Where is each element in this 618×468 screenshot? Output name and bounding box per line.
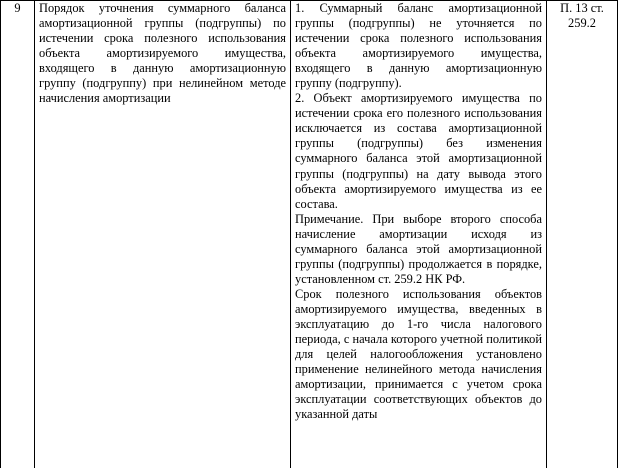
reference-cell: [547, 1, 618, 468]
description-paragraph-2: 2. Объект амортизируемого имущества по истечении срока его полезного использования исключается из состава амортизационной группы (подгруппы) без изменения суммарного баланса этой амортизационной группы (подгруппы) на дату вывода этого объекта амортизируемого имущества из ее состава.: [295, 91, 542, 211]
reference-text: П. 13 ст. 259.2: [560, 1, 604, 31]
row-number: 9: [14, 1, 21, 15]
description-note: Примечание. При выборе второго способа начисление амортизации исходя из суммарного баланса этой амортизационной группы (подгруппы) продолжается в порядке, установленном ст. 259.2 НК РФ.: [295, 211, 542, 286]
description-paragraph-1: 1. Суммарный баланс амортизационной группы (подгруппы) не уточняется по истечении срока полезного использования объекта амортизируемого имущества, входящего в данную амортизационную группу (подгруппу).: [295, 1, 542, 91]
table-row: [1, 1, 618, 468]
description-cell: [291, 1, 547, 468]
subject-text: Порядок уточнения суммарного баланса амортизационной группы (подгруппы) по истечении срока полезного использования объекта амортизируемого имущества, входящего в данную амортизационную группу (подгруппу) при нелинейном методе начисления амортизации: [39, 1, 286, 106]
row-number-cell: [1, 1, 35, 468]
subject-cell: [35, 1, 291, 468]
description-paragraph-3: Срок полезного использования объектов амортизируемого имущества, введенных в эксплуатацию до 1-го числа налогового периода, с начала которого учетной политикой для целей налогообложения установлено применение нелинейного метода начисления амортизации, принимается с учетом срока эксплуатации соответствующих объектов до указанной даты: [295, 286, 542, 422]
